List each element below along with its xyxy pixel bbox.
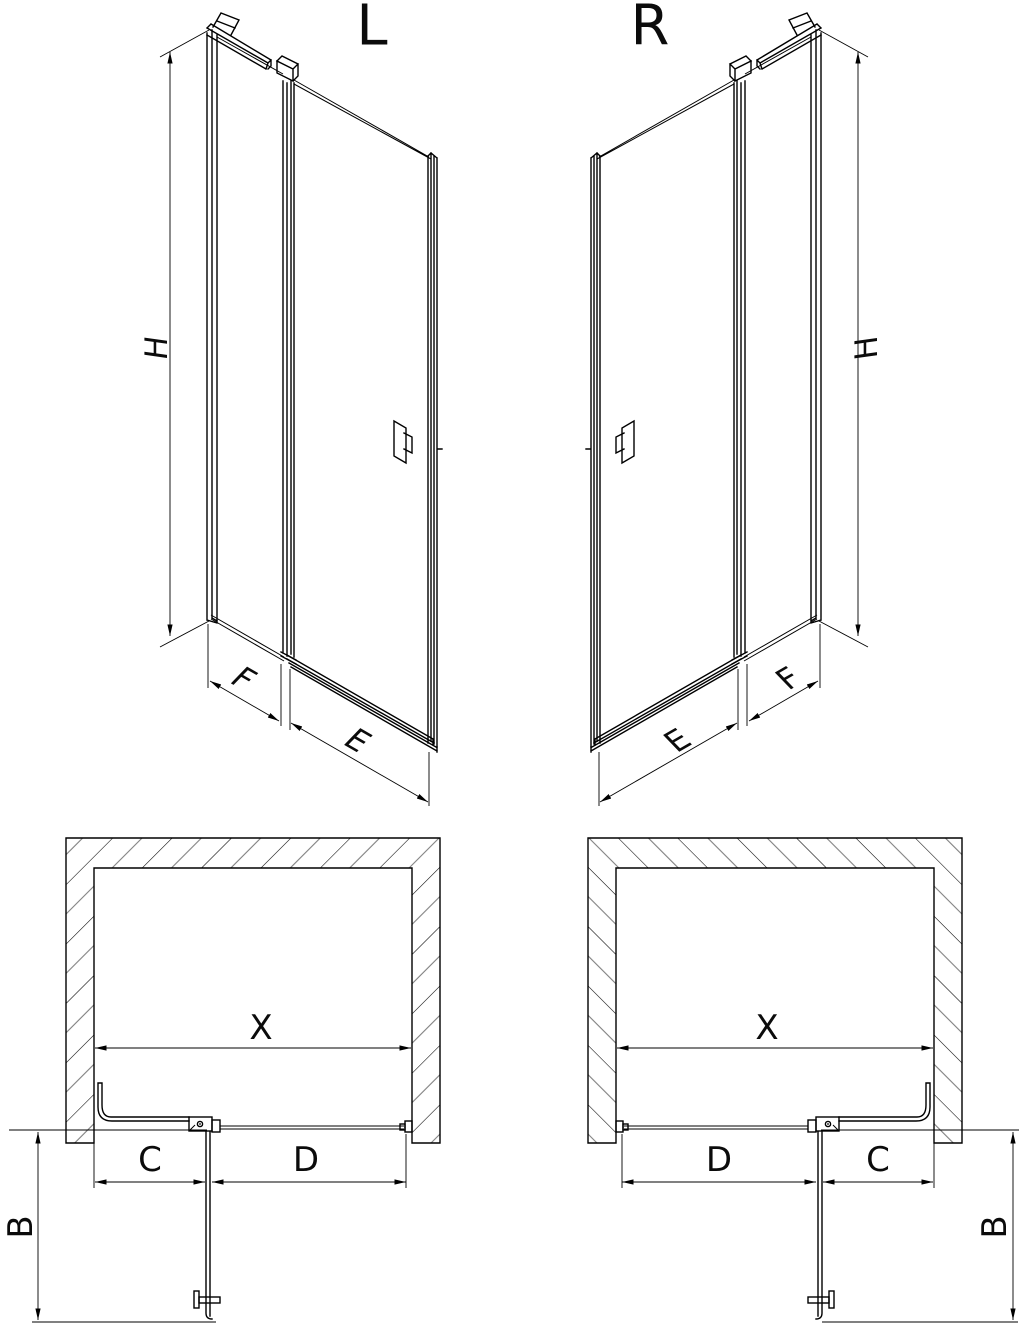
wall-outline [66,838,440,1143]
dim-label-x-left: X [249,1008,273,1048]
dim-label-f-right: F [768,661,810,697]
wall-hatch [66,838,440,1143]
dim-label-f-left: F [222,661,264,697]
door-glass [294,80,431,159]
plan-view-right-geometry [588,838,962,1319]
dim-label-h-left: H [139,333,175,363]
door-handle-knob [194,1291,199,1308]
plan-view-left-geometry [66,838,440,1319]
fixed-panel-glass [211,37,284,661]
iso-view-left-geometry [160,13,442,806]
open-door [194,1132,220,1319]
dim-label-b-right: B [975,1215,1015,1239]
dim-label-x-right: X [755,1008,779,1048]
door-side-frame [428,153,442,747]
iso-view-right-geometry [586,13,868,806]
wall-profile [207,30,217,623]
dim-label-c-left: C [138,1140,162,1180]
closed-door-glass [220,1121,412,1132]
dim-label-e-left: E [335,722,379,760]
dim-label-d-right: D [705,1140,733,1180]
variant-label-right: R [630,0,670,59]
fixed-panel-wall-profile [98,1083,189,1121]
dim-label-b-left: B [1,1215,41,1239]
hinge-post [277,56,298,664]
dim-label-h-right: H [849,333,885,363]
dim-label-e-right: E [656,722,700,760]
door-handle [394,421,412,463]
dim-label-d-left: D [292,1140,320,1180]
dim-label-c-right: C [866,1140,890,1180]
variant-label-left: L [356,0,388,59]
